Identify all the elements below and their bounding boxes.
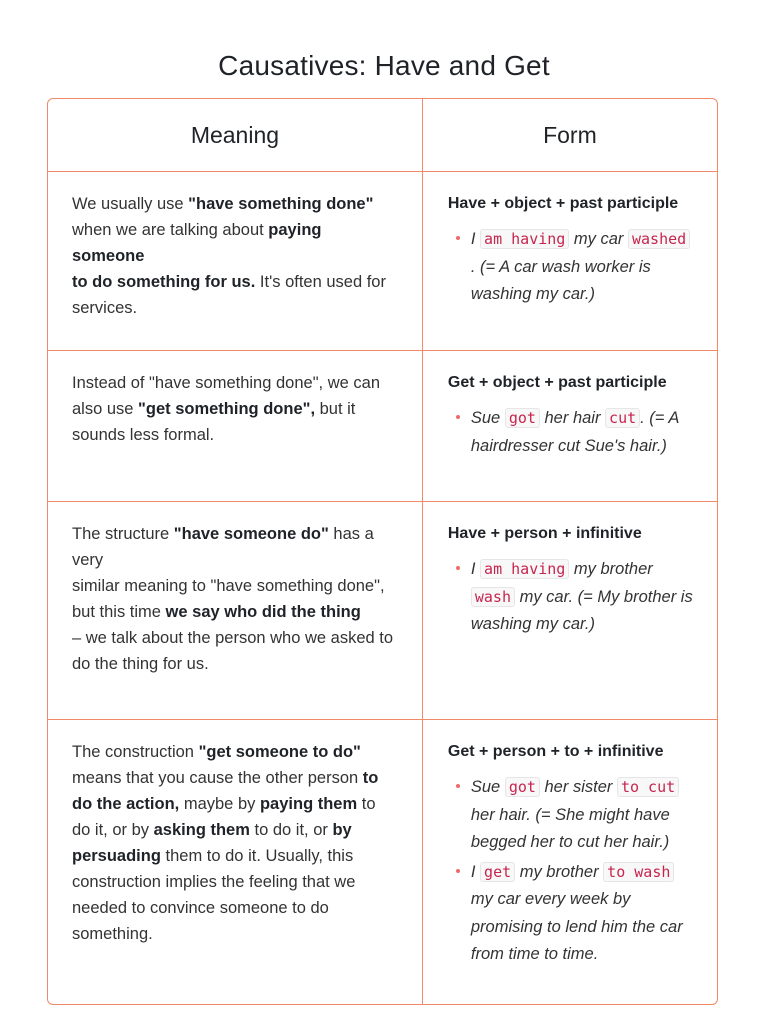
emphasis-text: "have someone do" [173,525,329,543]
form-heading: Get + person + to + infinitive [447,743,664,760]
emphasis-text: by persuading [72,821,352,865]
example-item [448,226,699,309]
emphasis-text: paying someone [72,221,322,265]
emphasis-text: "get something done", [138,400,316,418]
text-run: Sue [470,778,505,796]
table-row [48,502,717,720]
text-run: has a very [72,525,374,569]
form-cell [423,720,717,1005]
text-run: to do it, or by [72,795,376,839]
emphasis-text: "have something done" [188,195,374,213]
text-run: Sue [470,409,505,427]
verb-highlight: washed [628,229,690,249]
verb-highlight: wash [471,587,515,607]
table-row [48,720,717,1005]
text-run: when we are talking about [72,221,269,239]
emphasis-text: "get someone to do" [198,743,361,761]
emphasis-text: we say who did the thing [165,603,361,621]
example-list [448,226,699,309]
meaning-text [72,521,398,677]
form-heading: Have + object + past participle [447,195,679,212]
emphasis-text: to do something for us. [72,273,256,291]
text-run: The structure [72,525,174,543]
form-cell [423,172,717,350]
emphasis-text: paying them [259,795,358,813]
text-run: her sister [539,778,617,796]
text-run: It's often used for services. [72,273,386,317]
grammar-table [47,98,718,1005]
verb-highlight: am having [480,559,569,579]
meaning-cell [48,172,423,350]
emphasis-text: asking them [153,821,250,839]
verb-highlight: got [505,408,540,428]
text-run: my car every week by promising to lend him the car from time to time. [470,890,683,963]
verb-highlight: to cut [617,777,679,797]
text-run: . (= A car wash worker is washing my car.) [470,257,651,303]
table-row [48,351,717,502]
meaning-cell [48,351,423,501]
text-run: her hair. (= She might have begged her to cut her hair.) [470,805,670,851]
verb-highlight: am having [480,229,569,249]
meaning-cell [48,720,423,1005]
text-run: my brother [569,560,653,578]
text-run: Instead of "have something done", we can also use [72,374,380,418]
text-run: similar meaning to "have something done", [72,577,385,595]
text-run: maybe by [179,795,260,813]
meaning-text [72,370,398,448]
text-run: my car [569,230,628,248]
page-title: Causatives: Have and Get [218,50,550,81]
text-run: I [470,862,481,881]
form-column-header: Form [543,122,597,148]
table-row [48,172,717,351]
text-run: my car. (= My brother is washing my car.) [470,587,693,633]
text-run: her hair [539,409,606,427]
form-heading: Get + object + past participle [447,374,667,391]
text-run: my brother [515,862,604,881]
emphasis-text: to do the action, [72,769,379,813]
meaning-text [72,191,398,321]
form-cell [423,502,717,719]
text-run: . (= A hairdresser cut Sue's hair.) [470,409,679,455]
example-list [448,556,699,639]
text-run: them to do it. Usually, this construction implies the feeling that we needed to convince someone to do something. [72,847,356,943]
text-run: – we talk about the person who we asked to do the thing for us. [72,629,394,673]
verb-highlight: to wash [603,862,674,882]
form-heading: Have + person + infinitive [447,525,642,542]
verb-highlight: get [480,862,515,882]
example-list [448,774,699,969]
meaning-cell [48,502,423,719]
example-item [448,556,699,639]
example-item [448,774,699,857]
verb-highlight: cut [605,408,640,428]
meaning-text [72,739,398,947]
form-cell [423,351,717,501]
text-run: The construction [72,743,199,761]
meaning-column-header: Meaning [48,99,423,171]
text-run: I [470,230,481,248]
table-header-row [48,99,717,172]
text-run: but this time [72,603,166,621]
example-list [448,405,699,460]
text-run: to do it, or [249,821,333,839]
example-item [448,405,699,460]
text-run: I [470,560,481,578]
text-run: but it sounds less formal. [72,400,356,444]
text-run: means that you cause the other person [72,769,363,787]
verb-highlight: got [505,777,540,797]
example-item [448,859,699,969]
text-run: We usually use [72,195,189,213]
